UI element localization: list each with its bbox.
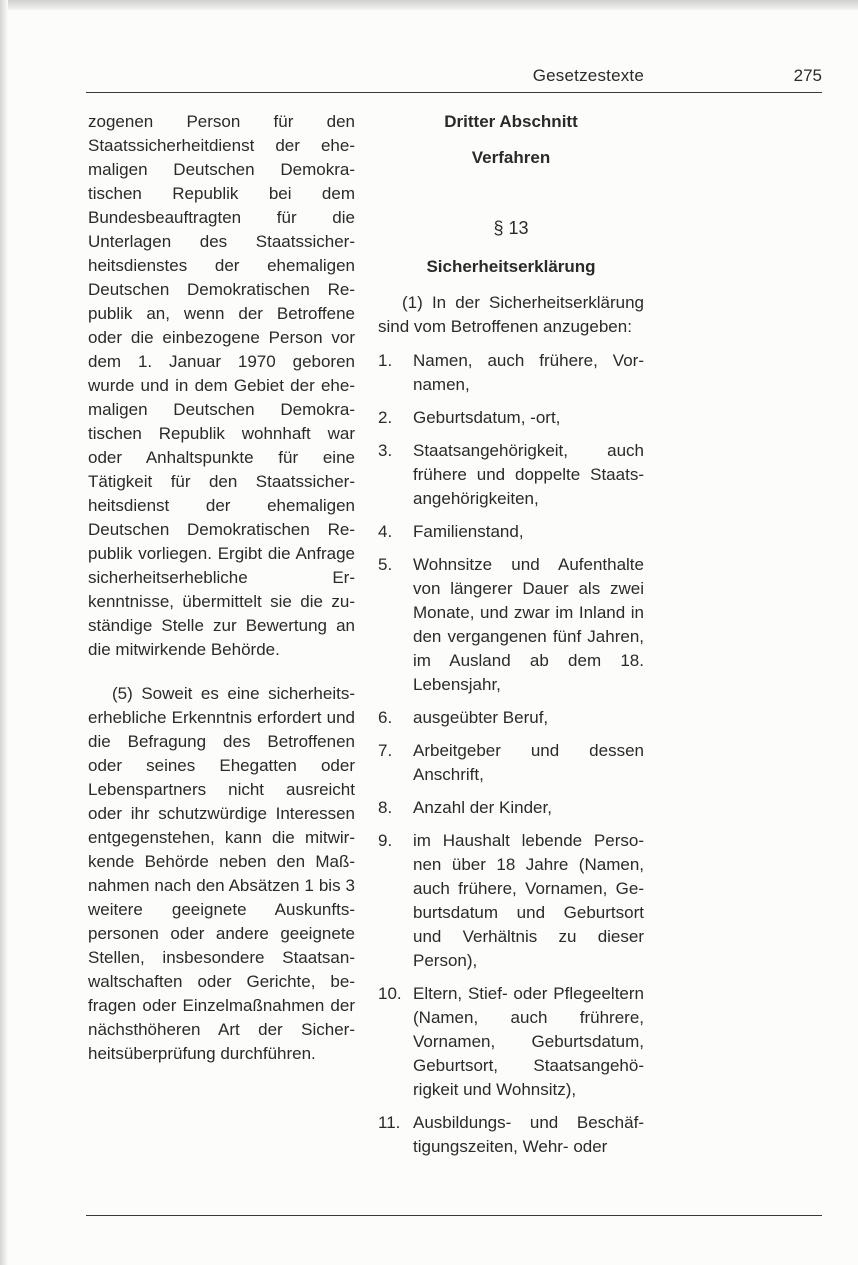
list-item-text: Arbeitgeber und dessen Anschrift, <box>413 741 644 784</box>
list-item-text: Namen, auch frühere, Vornamen, <box>413 351 644 394</box>
list-item <box>378 1111 644 1159</box>
requirements-list <box>378 349 644 1159</box>
paragraph-symbol: § 13 <box>493 218 529 238</box>
list-item-number: 10. <box>378 984 402 1003</box>
list-item-text: Wohnsitze und Aufenthalte von längerer Dauer als zwei Monate, und zwar im Inland in den vergangenen fünf Jahren, im Ausland ab dem 18. Lebensjahr, <box>413 555 644 694</box>
list-item-number: 2. <box>378 408 393 427</box>
list-item-text: Geburtsdatum, -ort, <box>413 408 561 427</box>
list-item-number: 7. <box>378 741 393 760</box>
scan-edge-left <box>0 0 8 1265</box>
list-item-number: 8. <box>378 798 393 817</box>
left-paragraph-continuation: zogenen Person für den Staatssicherheitdienst der ehemaligen Deutschen Demokratischen Republik bei dem Bundesbeauftragten für die Unterlagen des Staatssicherheitsdienstes der ehemaligen Deutschen Demokratischen Republik an, wenn der Betroffene oder die einbezogene Person vor dem 1. Januar 1970 geboren wurde und in dem Gebiet der ehemaligen Deutschen Demokratischen Republik wohnhaft war oder Anhaltspunkte für eine Tätigkeit für den Staatssicherheitsdienst der ehemaligen Deutschen Demokratischen Republik vorliegen. Ergibt die Anfrage sicherheitserhebliche Erkenntnisse, übermittelt sie die zuständige Stelle zur Bewertung an die mitwirkende Behörde. <box>88 112 355 659</box>
list-item <box>378 829 644 973</box>
list-item <box>378 520 644 544</box>
page-number: 275 <box>793 66 822 85</box>
list-item <box>378 406 644 430</box>
list-item-number: 11. <box>378 1113 401 1132</box>
section-heading: Dritter Abschnitt <box>444 112 578 131</box>
left-column <box>88 110 355 1066</box>
list-item-text: Eltern, Stief- oder Pflegeeltern (Namen, auch frührere, Vornamen, Geburtsdatum, Geburtsort, Staatsangehörigkeit und Wohnsitz), <box>413 984 644 1099</box>
footer-rule <box>86 1215 822 1216</box>
list-item <box>378 982 644 1102</box>
list-item <box>378 706 644 730</box>
paragraph-title: Sicherheitserklärung <box>426 257 596 276</box>
running-header-title: Gesetzestexte <box>532 66 644 85</box>
list-item <box>378 439 644 511</box>
list-item-number: 5. <box>378 555 393 574</box>
left-paragraph-5: (5) Soweit es eine sicherheitserhebliche Erkenntnis erfordert und die Befragung des Betroffenen oder seines Ehegatten oder Lebenspartners nicht ausreicht oder ihr schutzwürdige Interessen entgegenstehen, kann die mitwirkende Behörde neben den Maßnahmen nach den Absätzen 1 bis 3 weitere geeignete Auskunftspersonen oder andere geeignete Stellen, insbesondere Staatsanwaltschaften oder Gerichte, befragen oder Einzelmaßnahmen der nächsthöheren Art der Sicherheitsüberprüfung durchführen. <box>88 684 355 1063</box>
right-column <box>378 110 644 1168</box>
list-item-text: im Haushalt lebende Personen über 18 Jahre (Namen, auch frühere, Vornamen, Geburtsdatum und Geburtsort und Verhältnis zu dieser Person), <box>413 831 644 970</box>
section-subheading: Verfahren <box>471 148 551 167</box>
list-item-text: Ausbildungs- und Beschäftigungszeiten, Wehr- oder <box>413 1113 644 1156</box>
scan-edge-top <box>0 0 858 10</box>
list-item <box>378 739 644 787</box>
list-item-number: 4. <box>378 522 393 541</box>
header-rule <box>86 92 822 93</box>
intro-paragraph: (1) In der Sicherheitserklärung sind vom Betroffenen anzugeben: <box>378 293 644 336</box>
list-item-text: ausgeübter Beruf, <box>413 708 549 727</box>
list-item-text: Staatsangehörigkeit, auch frühere und doppelte Staatsangehörigkeiten, <box>413 441 644 508</box>
list-item-text: Anzahl der Kinder, <box>413 798 552 817</box>
list-item-number: 9. <box>378 831 393 850</box>
list-item-number: 1. <box>378 351 393 370</box>
list-item-text: Familienstand, <box>413 522 524 541</box>
list-item <box>378 349 644 397</box>
list-item <box>378 553 644 697</box>
list-item <box>378 796 644 820</box>
list-item-number: 6. <box>378 708 393 727</box>
list-item-number: 3. <box>378 441 393 460</box>
